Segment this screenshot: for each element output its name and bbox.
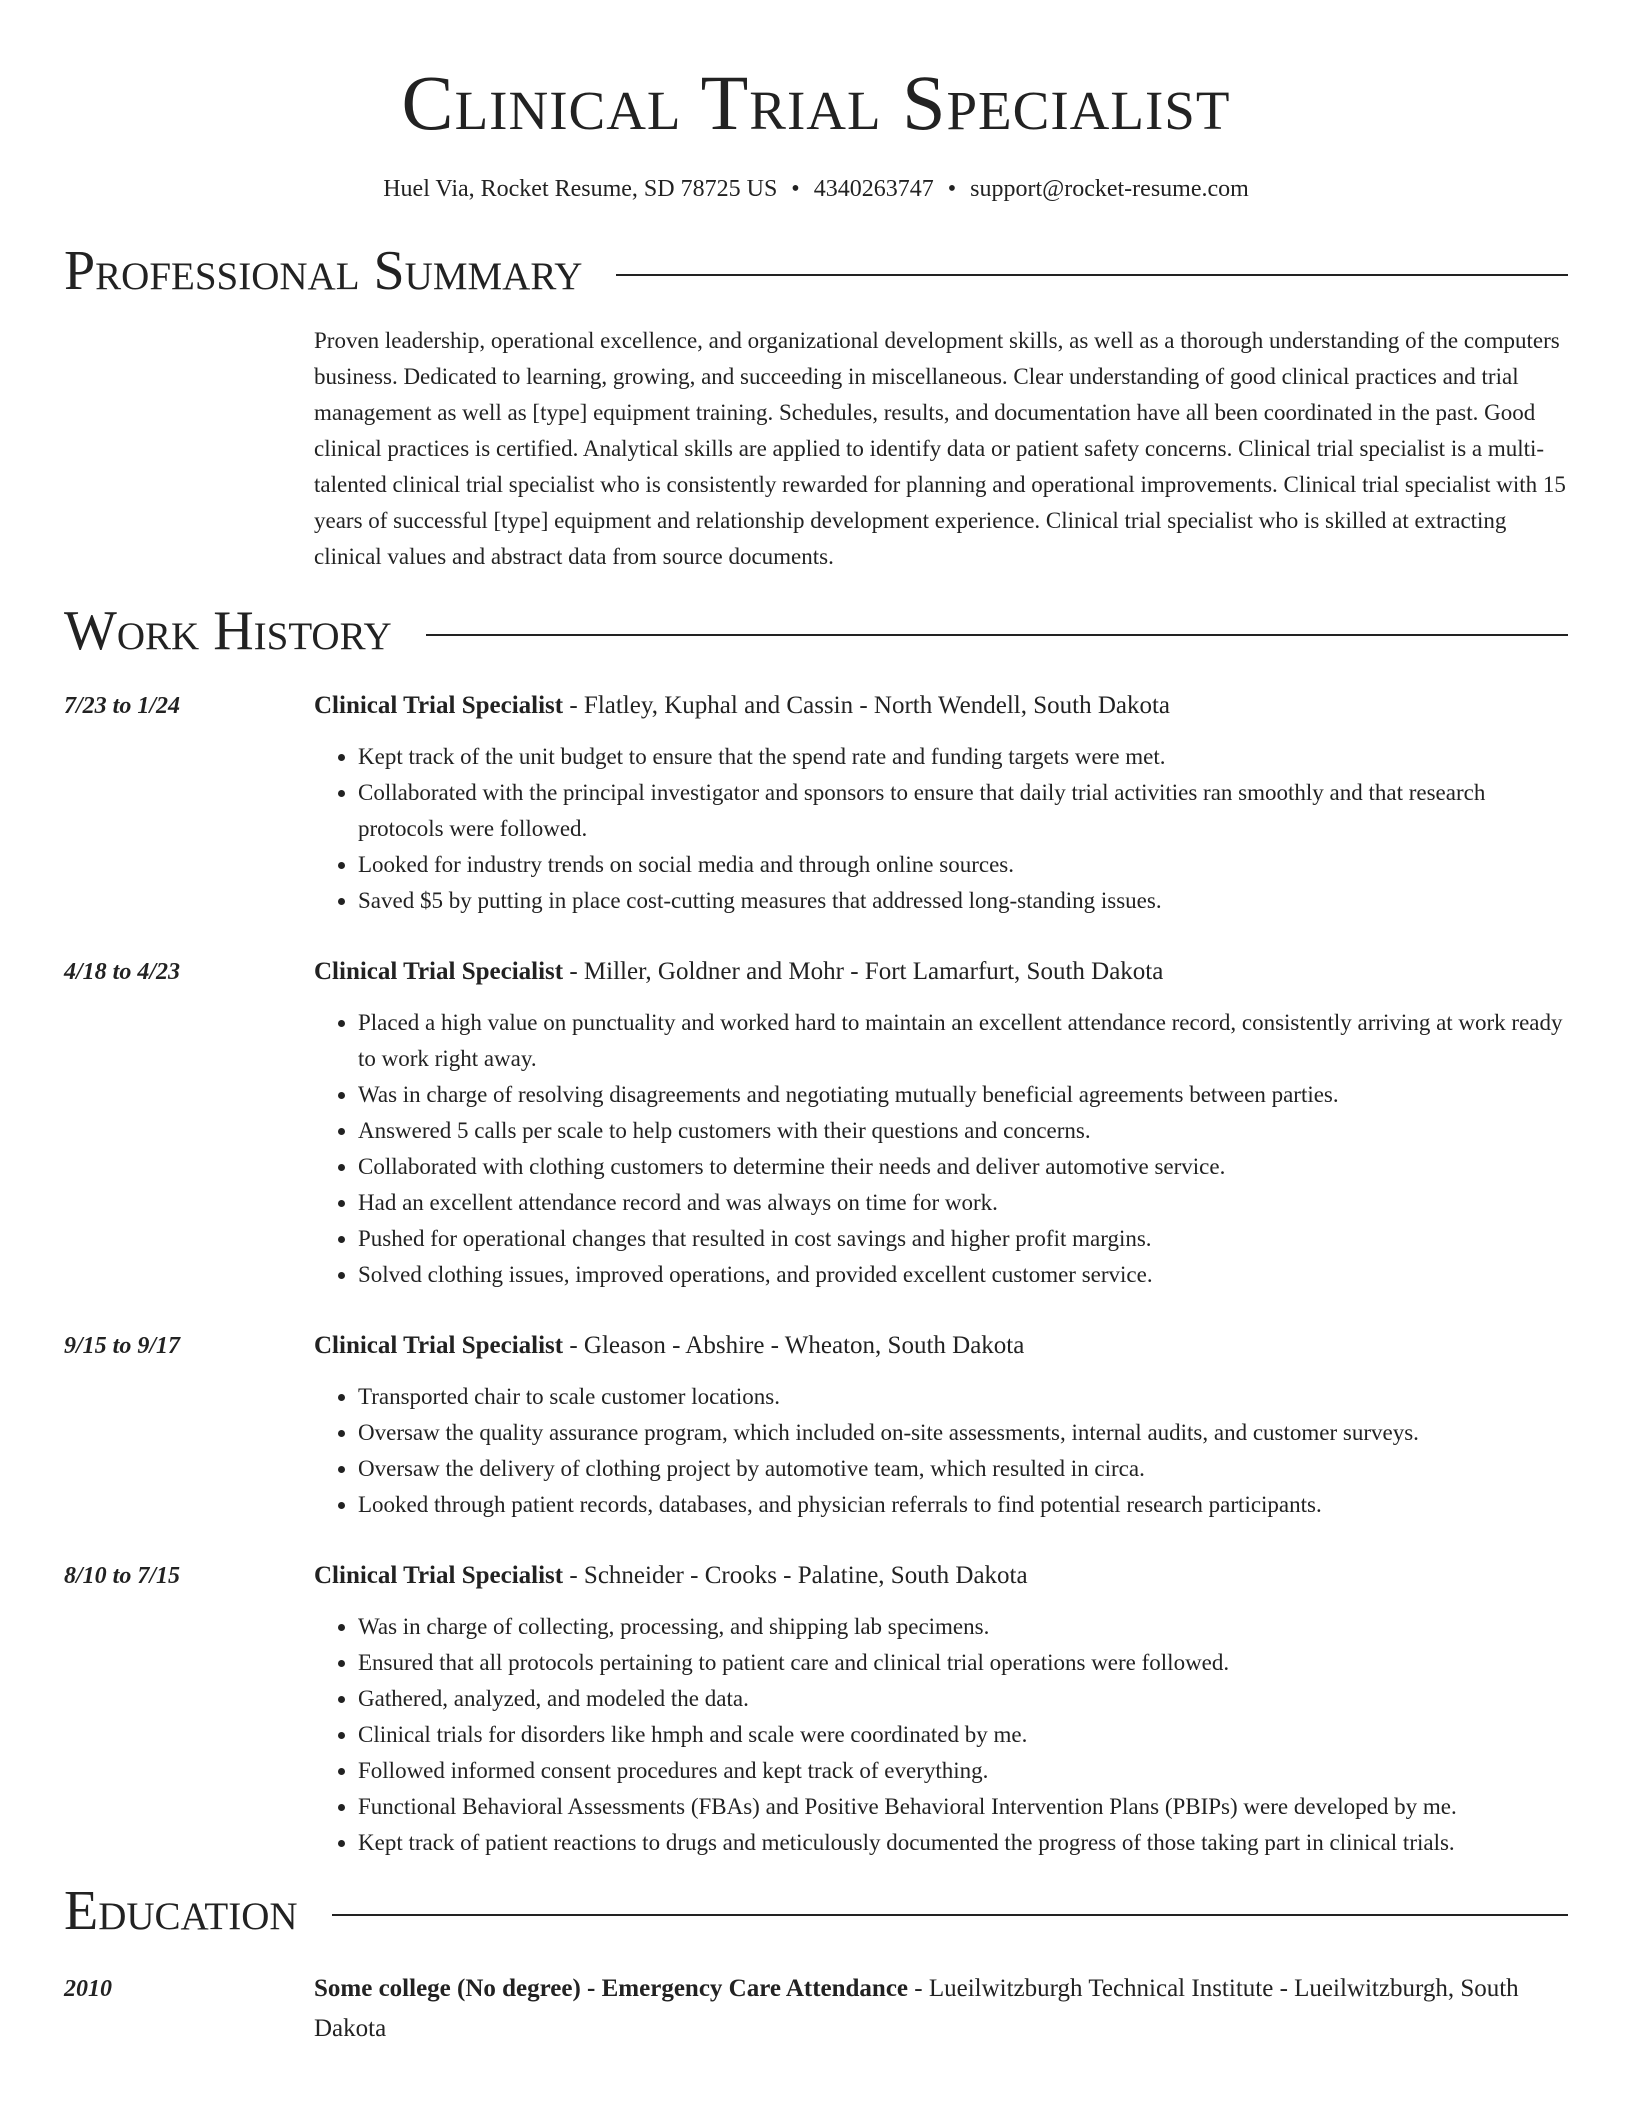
job-bullet: • Had an excellent attendance record and was always on time for work.	[358, 1185, 1568, 1221]
job-bullet: • Answered 5 calls per scale to help customers with their questions and concerns.	[358, 1113, 1568, 1149]
contact-separator: •	[947, 176, 957, 202]
job-title-line	[314, 1559, 1568, 1593]
job-bullet: • Was in charge of resolving disagreements and negotiating mutually beneficial agreements between parties.	[358, 1077, 1568, 1113]
job-bullet: • Looked through patient records, databases, and physician referrals to find potential research participants.	[358, 1487, 1568, 1523]
job-bullet: • Oversaw the quality assurance program, which included on-site assessments, internal audits, and customer surveys.	[358, 1415, 1568, 1451]
contact-line	[64, 176, 1568, 203]
contact-phone: 4340263747	[813, 176, 934, 202]
job-title-line	[314, 689, 1568, 723]
job-bullet: • Kept track of patient reactions to drugs and meticulously documented the progress of those taking part in clinical trials.	[358, 1825, 1568, 1861]
job-body	[314, 689, 1568, 919]
summary-section-header	[64, 240, 1568, 302]
job-bullet: • Collaborated with clothing customers to determine their needs and deliver automotive service.	[358, 1149, 1568, 1185]
job-employer-location: - Schneider - Crooks - Palatine, South Dakota	[563, 1562, 1028, 1589]
education-year: 2010	[64, 1976, 112, 2002]
job-entry	[64, 689, 1568, 919]
job-dates: 9/15 to 9/17	[64, 1333, 181, 1359]
education-entry	[64, 1969, 1568, 2049]
job-body	[314, 955, 1568, 1293]
education-degree: Some college (No degree) - Emergency Care Attendance	[314, 1975, 909, 2002]
section-divider	[616, 274, 1568, 276]
job-bullet: • Kept track of the unit budget to ensure that the spend rate and funding targets were met.	[358, 739, 1568, 775]
job-entry	[64, 1559, 1568, 1861]
job-title-line	[314, 1329, 1568, 1363]
job-bullet: • Collaborated with the principal investigator and sponsors to ensure that daily trial activities ran smoothly and that research protocols were followed.	[358, 775, 1568, 847]
job-title-line	[314, 955, 1568, 989]
summary-text: Proven leadership, operational excellence, and organizational development skills, as well as a thorough understanding of the computers business. Dedicated to learning, growing, and succeeding in miscellaneous. Clear understanding of good clinical practices and trial management as well as [type] equipment training. Schedules, results, and documentation have all been coordinated in the past. Good clinical practices is certified. Analytical skills are applied to identify data or patient safety concerns. Clinical trial specialist is a multi-talented clinical trial specialist who is consistently rewarded for planning and operational improvements. Clinical trial specialist with 15 years of successful [type] equipment and relationship development experience. Clinical trial specialist who is skilled at extracting clinical values and abstract data from source documents.	[314, 328, 1566, 569]
job-title: Clinical Trial Specialist	[314, 958, 564, 985]
job-body	[314, 1559, 1568, 1861]
job-bullet: • Transported chair to scale customer locations.	[358, 1379, 1568, 1415]
job-dates: 4/18 to 4/23	[64, 959, 181, 985]
job-bullet: • Clinical trials for disorders like hmph and scale were coordinated by me.	[358, 1717, 1568, 1753]
job-title: Clinical Trial Specialist	[314, 1562, 564, 1589]
job-bullets	[314, 1609, 1568, 1861]
job-title: Clinical Trial Specialist	[314, 692, 564, 719]
education-list	[64, 1969, 1568, 2049]
job-dates: 7/23 to 1/24	[64, 693, 181, 719]
job-employer-location: - Gleason - Abshire - Wheaton, South Dakota	[563, 1332, 1025, 1359]
job-employer-location: - Flatley, Kuphal and Cassin - North Wendell, South Dakota	[563, 692, 1171, 719]
summary-heading: Professional Summary	[64, 240, 583, 302]
job-dates: 8/10 to 7/15	[64, 1563, 181, 1589]
contact-address: Huel Via, Rocket Resume, SD 78725 US	[383, 176, 778, 202]
job-bullet: • Ensured that all protocols pertaining to patient care and clinical trial operations were followed.	[358, 1645, 1568, 1681]
work-history-list	[64, 689, 1568, 1861]
job-bullet: • Pushed for operational changes that resulted in cost savings and higher profit margins.	[358, 1221, 1568, 1257]
education-school-location: - Lueilwitzburgh Technical Institute - Lueilwitzburgh, South Dakota	[314, 1975, 1519, 2042]
resume-name: Clinical Trial Specialist	[401, 59, 1231, 146]
section-divider	[332, 1914, 1568, 1916]
work-heading: Work History	[64, 600, 392, 662]
job-bullet: • Placed a high value on punctuality and worked hard to maintain an excellent attendance record, consistently arriving at work ready to work right away.	[358, 1005, 1568, 1077]
job-bullets	[314, 1005, 1568, 1293]
job-bullet: • Gathered, analyzed, and modeled the data.	[358, 1681, 1568, 1717]
education-section-header	[64, 1880, 1568, 1942]
job-bullets	[314, 1379, 1568, 1523]
job-bullet: • Functional Behavioral Assessments (FBAs) and Positive Behavioral Intervention Plans (PBIPs) were developed by me.	[358, 1789, 1568, 1825]
education-body	[314, 1969, 1568, 2049]
job-bullet: • Oversaw the delivery of clothing project by automotive team, which resulted in circa.	[358, 1451, 1568, 1487]
job-title: Clinical Trial Specialist	[314, 1332, 564, 1359]
job-bullets	[314, 739, 1568, 919]
job-bullet: • Followed informed consent procedures and kept track of everything.	[358, 1753, 1568, 1789]
job-bullet: • Saved $5 by putting in place cost-cutting measures that addressed long-standing issues.	[358, 883, 1568, 919]
contact-separator: •	[791, 176, 800, 202]
job-entry	[64, 1329, 1568, 1523]
job-employer-location: - Miller, Goldner and Mohr - Fort Lamarfurt, South Dakota	[563, 958, 1164, 985]
contact-email: support@rocket-resume.com	[970, 176, 1249, 202]
job-entry	[64, 955, 1568, 1293]
job-bullet: • Was in charge of collecting, processing, and shipping lab specimens.	[358, 1609, 1568, 1645]
job-body	[314, 1329, 1568, 1523]
section-divider	[426, 634, 1568, 636]
job-bullet: • Looked for industry trends on social media and through online sources.	[358, 847, 1568, 883]
work-section-header	[64, 600, 1568, 662]
education-heading: Education	[64, 1880, 298, 1942]
job-bullet: • Solved clothing issues, improved operations, and provided excellent customer service.	[358, 1257, 1568, 1293]
